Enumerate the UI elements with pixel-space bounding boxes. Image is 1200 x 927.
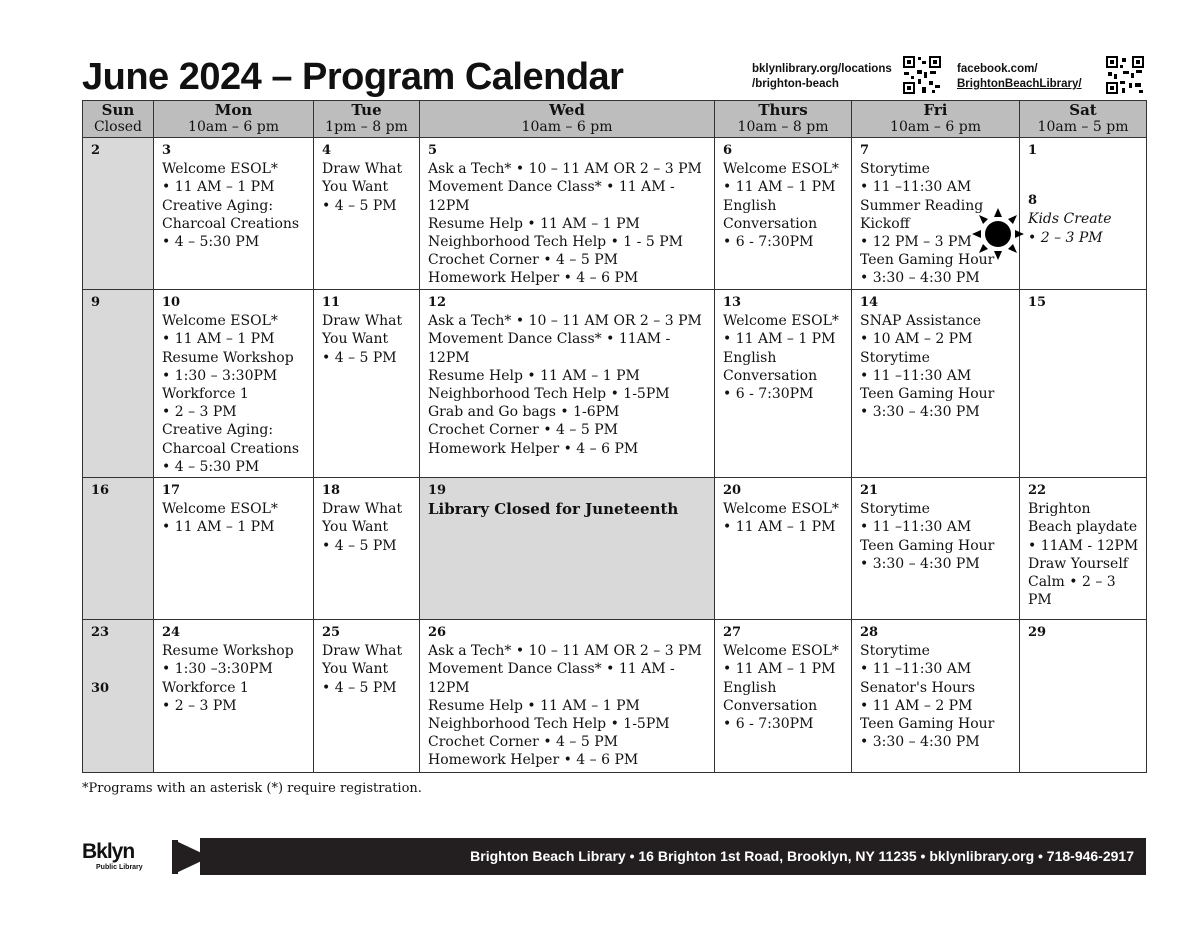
day-cell <box>314 290 420 478</box>
day-header-row <box>83 101 1147 138</box>
program-line: • 12 PM – 3 PM <box>860 234 972 251</box>
date-number: 28 <box>860 625 879 640</box>
program-line: You Want <box>322 331 389 348</box>
link-line-1: bklynlibrary.org/locations <box>752 63 892 75</box>
program-line: Resume Help • 11 AM – 1 PM <box>428 697 640 714</box>
program-line: Neighborhood Tech Help • 1-5PM <box>428 386 670 403</box>
program-line: PM <box>1028 592 1052 609</box>
day-cell <box>420 478 715 620</box>
sunday-cell <box>83 478 154 620</box>
day-cell <box>1020 138 1147 290</box>
program-line: You Want <box>322 519 389 536</box>
program-line: Conversation <box>723 697 818 714</box>
program-line: • 6 - 7:30PM <box>723 386 814 403</box>
day-cell <box>154 138 314 290</box>
program-line: Charcoal Creations <box>162 440 300 457</box>
date-number: 7 <box>860 143 870 158</box>
program-line: • 11 –11:30 AM <box>860 519 972 536</box>
footer-bar <box>200 838 1146 875</box>
program-line: Storytime <box>860 501 930 518</box>
date-number: 23 <box>91 625 110 640</box>
program-line: • 4 – 5 PM <box>322 679 397 696</box>
program-line: • 11 AM – 1 PM <box>162 519 275 536</box>
program-line: Welcome ESOL* <box>723 313 839 330</box>
program-line: Welcome ESOL* <box>723 501 839 518</box>
day-header-wed: Wed 10am – 6 pm <box>420 101 715 138</box>
program-line: Ask a Tech* • 10 – 11 AM OR 2 – 3 PM <box>428 643 702 660</box>
program-line: SNAP Assistance <box>860 313 982 330</box>
date-number: 18 <box>322 483 341 498</box>
program-line: Crochet Corner • 4 – 5 PM <box>428 734 618 751</box>
day-cell <box>1020 478 1147 620</box>
sun-icon <box>972 208 1024 260</box>
program-line: Draw What <box>322 643 403 660</box>
program-line: Welcome ESOL* <box>723 643 839 660</box>
program-line: • 11 AM – 1 PM <box>723 331 836 348</box>
date-number: 1 <box>1028 143 1038 158</box>
program-line: Welcome ESOL* <box>162 161 278 178</box>
date-number: 12 <box>428 295 447 310</box>
program-line: • 3:30 – 4:30 PM <box>860 734 980 751</box>
program-line: English <box>723 349 777 366</box>
program-line: • 1:30 – 3:30PM <box>162 367 278 384</box>
program-line: Draw What <box>322 313 403 330</box>
week-row <box>83 620 1147 773</box>
program-line: Senator's Hours <box>860 679 976 696</box>
program-line: Kickoff <box>860 215 910 232</box>
date-number: 22 <box>1028 483 1047 498</box>
program-line: 12PM <box>428 197 470 214</box>
program-line: • 11 AM – 2 PM <box>860 697 973 714</box>
program-line: • 3:30 – 4:30 PM <box>860 270 980 287</box>
day-cell <box>852 478 1020 620</box>
program-line: Draw What <box>322 161 403 178</box>
day-cell <box>715 138 852 290</box>
day-cell <box>420 620 715 773</box>
library-address: Brighton Beach Library • 16 Brighton 1st Road, Brooklyn, NY 11235 • bklynlibrary.org • 718-946-2917 <box>470 848 1134 864</box>
day-cell <box>852 290 1020 478</box>
program-line: • 11AM - 12PM <box>1028 537 1139 554</box>
program-line: • 11 AM – 1 PM <box>162 179 275 196</box>
program-line: Draw What <box>322 501 403 518</box>
date-number: 6 <box>723 143 733 158</box>
date-number: 14 <box>860 295 879 310</box>
program-line: Workforce 1 <box>162 679 249 696</box>
day-cell <box>154 620 314 773</box>
program-line: Crochet Corner • 4 – 5 PM <box>428 422 618 439</box>
date-number: 8 <box>1028 193 1038 209</box>
program-line: English <box>723 197 777 214</box>
program-line: • 11 AM – 1 PM <box>723 179 836 196</box>
program-line: Resume Help • 11 AM – 1 PM <box>428 367 640 384</box>
day-cell <box>1020 620 1147 773</box>
program-line: • 2 – 3 PM <box>1028 229 1103 246</box>
date-number: 16 <box>91 483 110 498</box>
program-line: Calm • 2 – 3 <box>1028 574 1116 591</box>
day-header-tue: Tue 1pm – 8 pm <box>314 101 420 138</box>
date-number: 29 <box>1028 625 1047 640</box>
program-line: Conversation <box>723 215 818 232</box>
date-number: 11 <box>322 295 341 310</box>
program-line: • 6 - 7:30PM <box>723 234 814 251</box>
program-line: Brighton <box>1028 501 1091 518</box>
program-line: Storytime <box>860 643 930 660</box>
day-cell <box>314 138 420 290</box>
program-line: • 1:30 –3:30PM <box>162 661 273 678</box>
date-number: 30 <box>91 681 110 697</box>
date-number: 13 <box>723 295 742 310</box>
date-number: 27 <box>723 625 742 640</box>
link-line-2: /brighton-beach <box>752 78 839 90</box>
qr-code-icon <box>902 55 942 95</box>
qr-code-icon <box>1105 55 1145 95</box>
date-number: 25 <box>322 625 341 640</box>
day-header-sun: Sun Closed <box>83 101 154 138</box>
program-line: Kids Create <box>1028 211 1112 228</box>
date-number: 9 <box>91 295 101 310</box>
date-number: 5 <box>428 143 438 158</box>
day-cell <box>420 138 715 290</box>
facebook-link[interactable] <box>957 62 1082 92</box>
program-line: • 11 –11:30 AM <box>860 661 972 678</box>
day-cell <box>420 290 715 478</box>
program-line: Teen Gaming Hour <box>860 386 995 403</box>
program-line: Welcome ESOL* <box>162 313 278 330</box>
program-line: Creative Aging: <box>162 422 274 439</box>
program-line: Homework Helper • 4 – 6 PM <box>428 270 639 287</box>
day-cell <box>715 290 852 478</box>
program-line: Welcome ESOL* <box>723 161 839 178</box>
program-line: • 2 – 3 PM <box>162 697 237 714</box>
program-line: Ask a Tech* • 10 – 11 AM OR 2 – 3 PM <box>428 161 702 178</box>
date-number: 10 <box>162 295 181 310</box>
program-line: Movement Dance Class* • 11AM - <box>428 331 671 348</box>
link-line-2: BrightonBeachLibrary/ <box>957 78 1082 90</box>
logo-text: Bklyn <box>82 840 135 863</box>
program-line: Teen Gaming Hour <box>860 716 995 733</box>
day-cell <box>154 290 314 478</box>
program-line: Conversation <box>723 367 818 384</box>
day-cell <box>314 478 420 620</box>
program-line: • 11 –11:30 AM <box>860 367 972 384</box>
program-line: Charcoal Creations <box>162 215 300 232</box>
program-line: • 3:30 – 4:30 PM <box>860 555 980 572</box>
program-line: Neighborhood Tech Help • 1-5PM <box>428 716 670 733</box>
date-number: 20 <box>723 483 742 498</box>
day-cell <box>314 620 420 773</box>
program-line: • 4 – 5:30 PM <box>162 458 260 475</box>
day-header-thurs: Thurs 10am – 8 pm <box>715 101 852 138</box>
program-line: You Want <box>322 179 389 196</box>
program-line: Workforce 1 <box>162 386 249 403</box>
program-line: Creative Aging: <box>162 197 274 214</box>
sunday-cell <box>83 620 154 773</box>
date-number: 3 <box>162 143 172 158</box>
day-cell <box>154 478 314 620</box>
program-line: • 4 – 5 PM <box>322 349 397 366</box>
date-number: 21 <box>860 483 879 498</box>
registration-footnote: *Programs with an asterisk (*) require registration. <box>82 781 422 796</box>
program-line: Teen Gaming Hour <box>860 537 995 554</box>
program-line: Resume Workshop <box>162 349 294 366</box>
day-header-sat: Sat 10am – 5 pm <box>1020 101 1147 138</box>
program-line: Movement Dance Class* • 11 AM - <box>428 661 675 678</box>
program-line: Teen Gaming Hour <box>860 252 995 269</box>
program-line: English <box>723 679 777 696</box>
program-line: Welcome ESOL* <box>162 501 278 518</box>
date-number: 19 <box>428 483 447 498</box>
date-number: 24 <box>162 625 181 640</box>
date-number: 17 <box>162 483 181 498</box>
program-line: Draw Yourself <box>1028 555 1128 572</box>
program-line: Crochet Corner • 4 – 5 PM <box>428 252 618 269</box>
link-line-1: facebook.com/ <box>957 63 1038 75</box>
program-line: Resume Help • 11 AM – 1 PM <box>428 215 640 232</box>
page-title: June 2024 – Program Calendar <box>82 56 624 98</box>
day-header-fri: Fri 10am – 6 pm <box>852 101 1020 138</box>
program-line: Summer Reading <box>860 197 984 214</box>
program-line: • 6 - 7:30PM <box>723 716 814 733</box>
program-line: Grab and Go bags • 1-6PM <box>428 404 620 421</box>
date-number: 2 <box>91 143 101 158</box>
library-location-link[interactable] <box>752 62 892 92</box>
program-line: Storytime <box>860 349 930 366</box>
program-line: • 11 AM – 1 PM <box>162 331 275 348</box>
program-line: You Want <box>322 661 389 678</box>
program-line: • 11 –11:30 AM <box>860 179 972 196</box>
program-line: • 11 AM – 1 PM <box>723 661 836 678</box>
program-line: • 4 – 5 PM <box>322 537 397 554</box>
logo-subtext: Public Library <box>96 864 143 871</box>
program-line: Homework Helper • 4 – 6 PM <box>428 440 639 457</box>
sunday-cell <box>83 290 154 478</box>
program-line: Homework Helper • 4 – 6 PM <box>428 752 639 769</box>
date-number: 15 <box>1028 295 1047 310</box>
program-line: • 4 – 5:30 PM <box>162 234 260 251</box>
closure-notice: Library Closed for Juneteenth <box>428 500 679 519</box>
program-line: Ask a Tech* • 10 – 11 AM OR 2 – 3 PM <box>428 313 702 330</box>
program-line: • 10 AM – 2 PM <box>860 331 973 348</box>
day-cell <box>852 620 1020 773</box>
program-line: Movement Dance Class* • 11 AM - <box>428 179 675 196</box>
week-row <box>83 478 1147 620</box>
program-line: 12PM <box>428 679 470 696</box>
program-line: • 4 – 5 PM <box>322 197 397 214</box>
program-line: Neighborhood Tech Help • 1 - 5 PM <box>428 234 683 251</box>
program-line: Beach playdate <box>1028 519 1138 536</box>
program-line: • 3:30 – 4:30 PM <box>860 404 980 421</box>
bklyn-library-logo <box>82 836 212 878</box>
day-cell <box>1020 290 1147 478</box>
week-row <box>83 290 1147 478</box>
program-line: • 11 AM – 1 PM <box>723 519 836 536</box>
day-cell <box>715 620 852 773</box>
program-line: Storytime <box>860 161 930 178</box>
program-calendar <box>82 100 1147 773</box>
program-line: Resume Workshop <box>162 643 294 660</box>
sunday-cell <box>83 138 154 290</box>
date-number: 4 <box>322 143 332 158</box>
day-header-mon: Mon 10am – 6 pm <box>154 101 314 138</box>
program-line: • 2 – 3 PM <box>162 404 237 421</box>
date-number: 26 <box>428 625 447 640</box>
program-line: 12PM <box>428 349 470 366</box>
day-cell <box>715 478 852 620</box>
